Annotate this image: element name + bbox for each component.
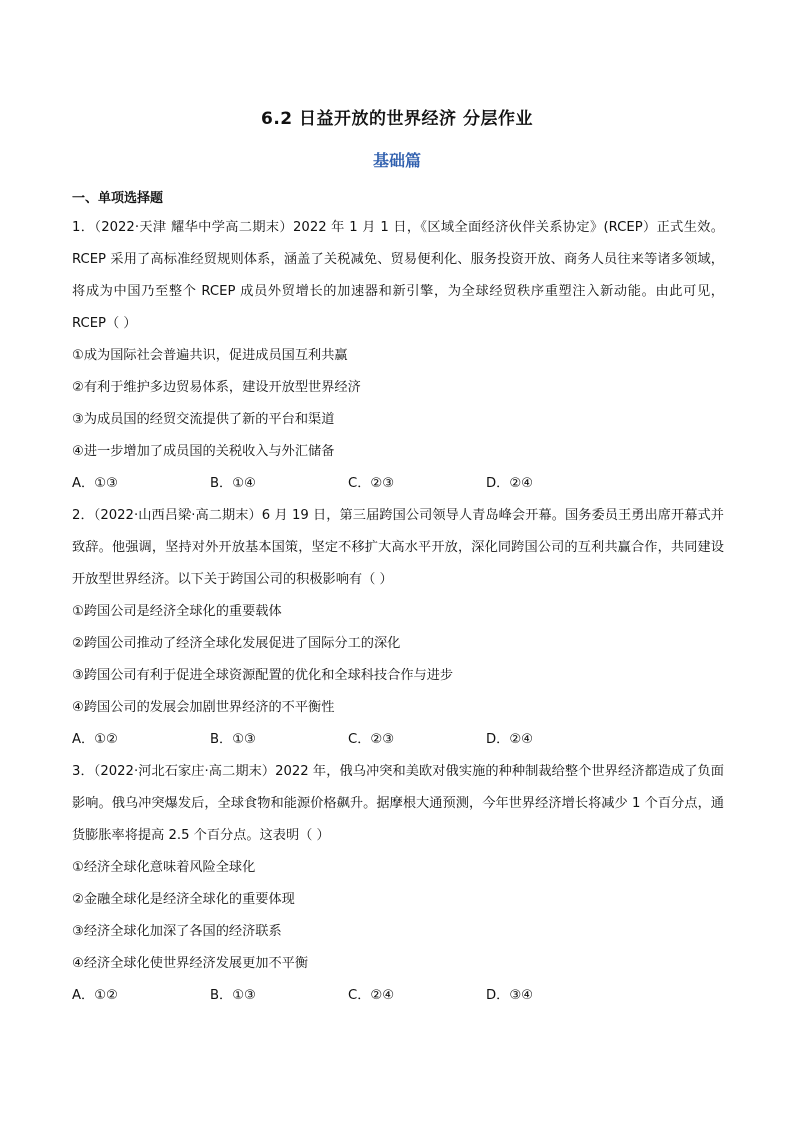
statement-option: ③经济全球化加深了各国的经济联系: [72, 924, 282, 939]
section-heading: 一、单项选择题: [72, 191, 164, 206]
answer-choices: [72, 468, 724, 500]
answer-choice-d: D．②④: [486, 476, 533, 491]
answer-choice-a: A．①③: [72, 476, 118, 491]
answer-choice-b: B．①④: [210, 476, 256, 491]
statement-option: ①经济全球化意味着风险全球化: [72, 860, 256, 875]
statement-option: ②金融全球化是经济全球化的重要体现: [72, 892, 295, 907]
question-2: [72, 500, 724, 756]
statement-option: ③为成员国的经贸交流提供了新的平台和渠道: [72, 412, 335, 427]
answer-choice-a: A．①②: [72, 732, 118, 747]
answer-choice-c: C．②③: [348, 476, 395, 491]
statement-option: ②跨国公司推动了经济全球化发展促进了国际分工的深化: [72, 636, 401, 651]
question-stem: 1．（2022·天津 耀华中学高二期末）2022 年 1 月 1 日，《区域全面经济伙伴关系协定》(RCEP）正式生效。RCEP 采用了高标准经贸规则体系，涵盖了关税减免、贸易便利化、服务投资开放、商务人员往来等诸多领域，将成为中国乃至整个 RCEP 成员外贸增长的加速器和新引擎，为全球经贸秩序重塑注入新动能。由此可见，RCEP（ ）: [72, 220, 724, 331]
question-stem: 3．（2022·河北石家庄·高二期末）2022 年，俄乌冲突和美欧对俄实施的种种制裁给整个世界经济都造成了负面影响。俄乌冲突爆发后，全球食物和能源价格飙升。据摩根大通预测，今年世界经济增长将减少 1 个百分点，通货膨胀率将提高 2.5 个百分点。这表明（ ）: [72, 764, 724, 843]
document-subtitle: 基础篇: [372, 151, 421, 170]
answer-choice-d: D．②④: [486, 732, 533, 747]
answer-choice-a: A．①②: [72, 988, 118, 1003]
statement-option: ③跨国公司有利于促进全球资源配置的优化和全球科技合作与进步: [72, 668, 454, 683]
answer-choice-d: D．③④: [486, 988, 533, 1003]
document-title: 6.2 日益开放的世界经济 分层作业: [261, 109, 533, 129]
statement-option: ④跨国公司的发展会加剧世界经济的不平衡性: [72, 700, 335, 715]
answer-choice-c: C．②③: [348, 732, 395, 747]
question-list: [72, 212, 724, 1012]
answer-choice-c: C．②④: [348, 988, 395, 1003]
answer-choices: [72, 724, 724, 756]
statement-option: ②有利于维护多边贸易体系，建设开放型世界经济: [72, 380, 361, 395]
answer-choice-b: B．①③: [210, 988, 256, 1003]
question-stem: 2．（2022·山西吕梁·高二期末）6 月 19 日，第三届跨国公司领导人青岛峰会开幕。国务委员王勇出席开幕式并致辞。他强调，坚持对外开放基本国策，坚定不移扩大高水平开放，深化同跨国公司的互利共赢合作，共同建设开放型世界经济。以下关于跨国公司的积极影响有（ ）: [72, 508, 724, 587]
statement-option: ①跨国公司是经济全球化的重要载体: [72, 604, 282, 619]
answer-choice-b: B．①③: [210, 732, 256, 747]
answer-choices: [72, 980, 724, 1012]
statement-option: ④经济全球化使世界经济发展更加不平衡: [72, 956, 309, 971]
statement-option: ④进一步增加了成员国的关税收入与外汇储备: [72, 444, 335, 459]
question-1: [72, 212, 724, 500]
statement-option: ①成为国际社会普遍共识，促进成员国互利共赢: [72, 348, 348, 363]
question-3: [72, 756, 724, 1012]
